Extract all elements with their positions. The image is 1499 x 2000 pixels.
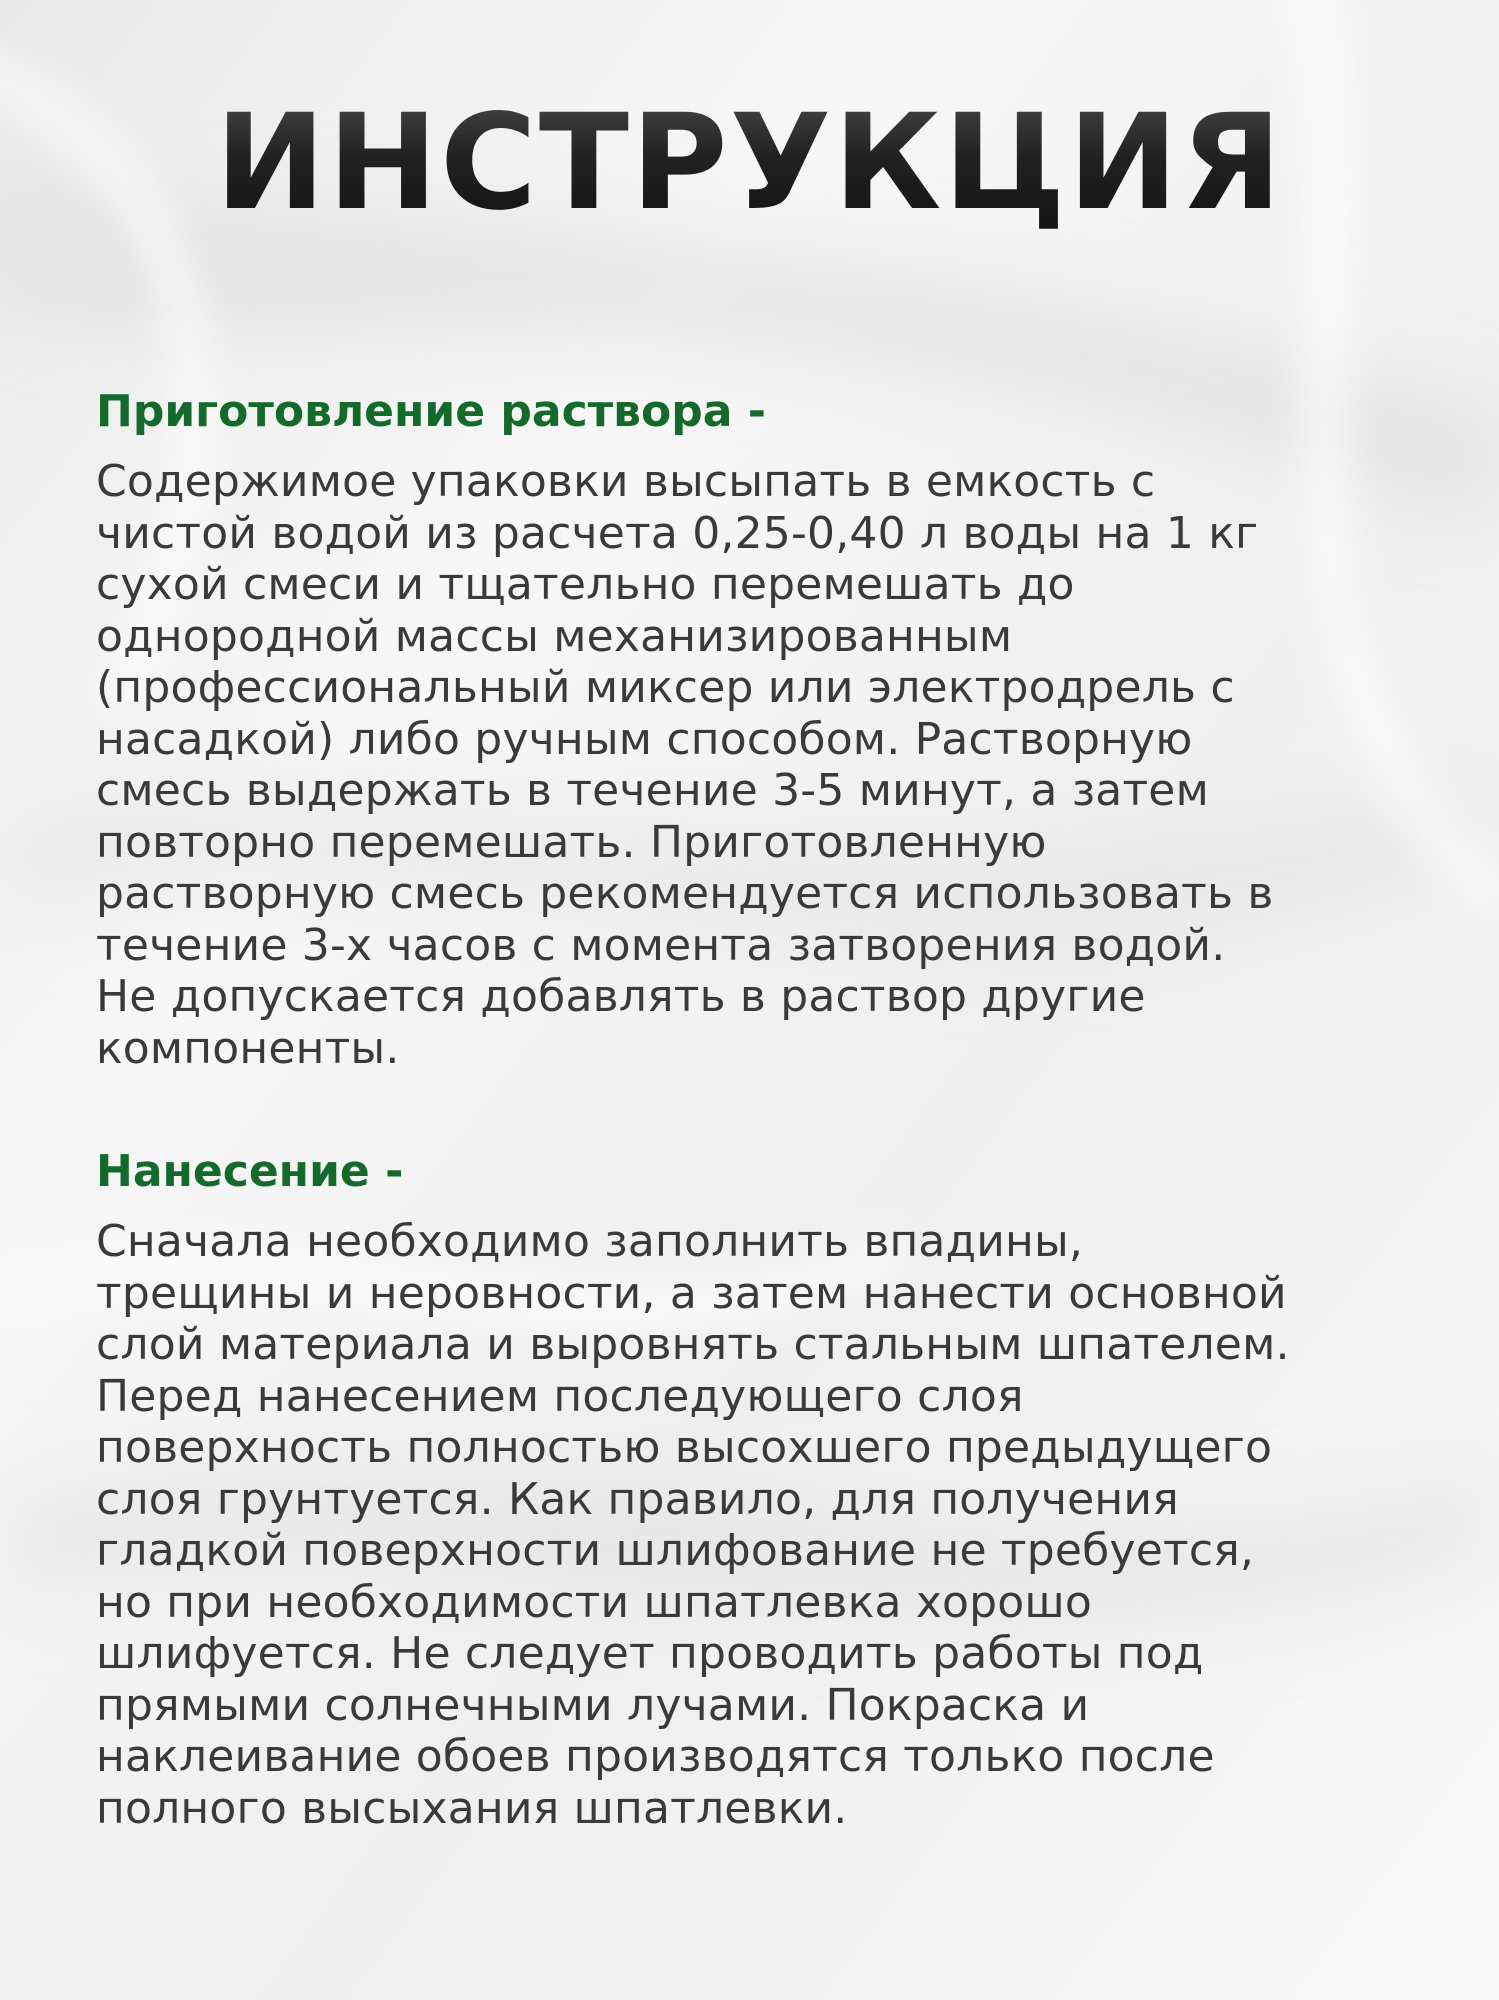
section-heading: Приготовление раствора - [96, 386, 767, 437]
page-title: ИНСТРУКЦИЯ [0, 88, 1499, 238]
section-text: Содержимое упаковки высыпать в емкость с чистой водой из расчета 0,25-0,40 л воды на 1 кг сухой смеси и тщательно перемешать до однородной массы механизированным (профессиональный миксер или электродрель с насадкой) либо ручным способом. Растворную смесь выдержать в течение 3-5 минут, а затем повторно перемешать. Приготовленную растворную смесь рекомендуется использовать в течение 3-х часов с момента затворения водой. Не допускается добавлять в раствор другие компоненты. [96, 456, 1274, 1074]
section-preparation [96, 378, 1456, 1074]
section-application [96, 1138, 1456, 1834]
section-text: Сначала необходимо заполнить впадины, трещины и неровности, а затем нанести основной слой материала и выровнять стальным шпателем. Перед нанесением последующего слоя поверхность полностью высохшего предыдущего слоя грунтуется. Как правило, для получения гладкой поверхности шлифование не требуется, но при необходимости шпатлевка хорошо шлифуется. Не следует проводить работы под прямыми солнечными лучами. Покраска и наклеивание обоев производятся только после полного высыхания шпатлевки. [96, 1216, 1290, 1834]
section-heading: Нанесение - [96, 1146, 404, 1197]
